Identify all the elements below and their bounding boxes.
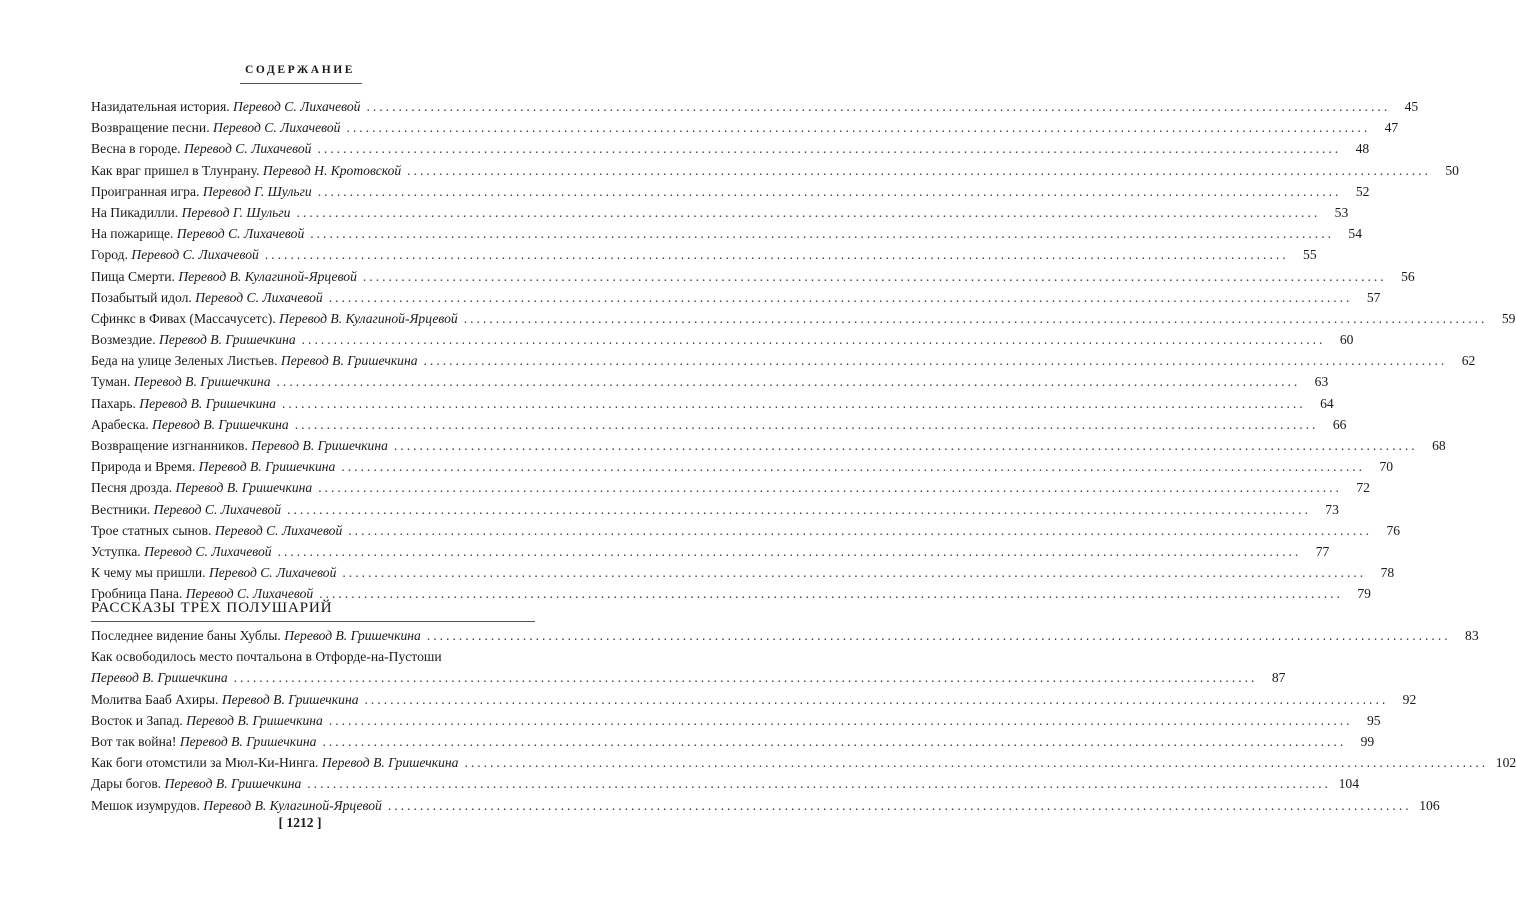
toc-entry-translator: Перевод С. Лихачевой: [176, 226, 305, 242]
toc-entry-page: 56: [1401, 268, 1415, 284]
toc-entry[interactable]: [91, 752, 1516, 773]
toc-entry-title: На Пикадилли. Перевод Г. Шульги: [91, 204, 291, 220]
toc-entry-page: 102: [1495, 755, 1516, 771]
dot-leader: ................................................................................................................................................................: [346, 120, 1371, 136]
section-rule: [91, 621, 535, 622]
dot-leader: ................................................................................................................................................................: [310, 226, 1334, 242]
toc-entry-translator: Перевод В. Гришечкина: [139, 395, 276, 411]
toc-entry-page: 57: [1366, 289, 1381, 305]
toc-entry-title: Возвращение изгнанников. Перевод В. Гришечкина: [91, 438, 388, 453]
toc-entry-translator: Перевод С. Лихачевой: [153, 501, 282, 517]
toc-entry[interactable]: [91, 520, 1401, 541]
toc-entry[interactable]: [91, 371, 1329, 392]
toc-entry-page: 76: [1386, 522, 1401, 538]
dot-leader: ................................................................................................................................................................: [387, 797, 1412, 813]
toc-entry-title: Как враг пришел в Тлунрану. Перевод Н. Кротовской: [91, 162, 402, 178]
toc-entry-page: 64: [1320, 395, 1334, 411]
toc-entry[interactable]: [91, 562, 1395, 583]
toc-entry-title: Позабытый идол. Перевод С. Лихачевой: [91, 289, 323, 305]
dot-leader: ................................................................................................................................................................: [423, 353, 1448, 369]
toc-entry-title: Трое статных сынов. Перевод С. Лихачевой: [91, 522, 343, 538]
toc-entry-page: 78: [1380, 565, 1395, 581]
toc-entry-page: 63: [1314, 374, 1329, 390]
toc-entry-page: 73: [1325, 501, 1339, 517]
toc-entry[interactable]: [91, 731, 1375, 752]
toc-entry[interactable]: [91, 625, 1479, 646]
toc-entry[interactable]: [91, 96, 1419, 117]
dot-leader: ................................................................................................................................................................: [301, 332, 1326, 348]
toc-entry[interactable]: [91, 477, 1370, 498]
dot-leader: ................................................................................................................................................................: [319, 586, 1343, 602]
toc-entry-page: 55: [1303, 247, 1317, 263]
toc-entry[interactable]: [91, 181, 1370, 202]
toc-entry-title: Природа и Время. Перевод В. Гришечкина: [91, 459, 336, 475]
toc-entry-translator: Перевод В. Гришечкина: [221, 691, 359, 707]
toc-entry-title: Песня дрозда. Перевод В. Гришечкина: [91, 480, 313, 496]
dot-leader: ................................................................................................................................................................: [317, 183, 1342, 199]
dot-leader: ................................................................................................................................................................: [264, 247, 1289, 263]
toc-entry-page: 95: [1366, 712, 1381, 728]
dot-leader: ................................................................................................................................................................: [281, 395, 1306, 411]
toc-entry-translator: Перевод С. Лихачевой: [213, 120, 341, 136]
toc-entry-translator: Перевод В. Гришечкина: [179, 733, 317, 749]
toc-entry-title: Проигранная игра. Перевод Г. Шульги: [91, 183, 312, 199]
toc-entry[interactable]: [91, 223, 1362, 244]
toc-entry-title: Последнее видение баны Хублы. Перевод В. Гришечкина: [91, 628, 421, 643]
dot-leader: ................................................................................................................................................................: [366, 99, 1391, 114]
toc-entry-title: К чему мы пришли. Перевод С. Лихачевой: [91, 565, 337, 581]
toc-entry-title: На пожарище. Перевод С. Лихачевой: [91, 226, 305, 242]
toc-entry[interactable]: [91, 266, 1415, 287]
dot-leader: ................................................................................................................................................................: [364, 691, 1389, 707]
toc-entry-title: Беда на улице Зеленых Листьев. Перевод В. Гришечкина: [91, 353, 418, 369]
toc-entry-page: 62: [1461, 353, 1476, 369]
toc-entry-translator: Перевод В. Гришечкина: [280, 353, 418, 369]
dot-leader: ................................................................................................................................................................: [341, 459, 1366, 475]
dot-leader: ................................................................................................................................................................: [348, 522, 1373, 538]
toc-entry-translator: Перевод С. Лихачевой: [131, 247, 259, 263]
toc-entry[interactable]: [91, 329, 1354, 350]
toc-entry-page: 92: [1402, 691, 1417, 707]
toc-entry-translator: Перевод В. Гришечкина: [251, 438, 388, 453]
toc-entry-translator: Перевод В. Гришечкина: [133, 374, 271, 390]
dot-leader: ................................................................................................................................................................: [342, 565, 1367, 581]
dot-leader: ................................................................................................................................................................: [328, 289, 1353, 305]
toc-entry-title: Возмездие. Перевод В. Гришечкина: [91, 332, 296, 348]
toc-entry[interactable]: [91, 138, 1370, 159]
toc-entry[interactable]: [91, 667, 1286, 688]
toc-entry-page: 87: [1271, 670, 1286, 686]
toc-entry-translator: Перевод В. Гришечкина: [186, 712, 323, 728]
toc-entry-translator: Перевод В. Гришечкина: [164, 776, 302, 792]
toc-entry[interactable]: [91, 244, 1317, 265]
toc-entry-translator: Перевод В. Гришечкина: [91, 670, 228, 686]
section-heading: РАССКАЗЫ ТРЕХ ПОЛУШАРИЙ: [91, 599, 333, 616]
toc-entry[interactable]: [91, 202, 1349, 223]
toc-entry-title: [91, 667, 228, 688]
toc-entry-title: Как освободилось место почтальона в Отфорде-на-Пустоши: [91, 649, 442, 665]
toc-entry[interactable]: [91, 350, 1476, 371]
toc-entry-title: Восток и Запад. Перевод В. Гришечкина: [91, 712, 323, 728]
toc-entry-title: Уступка. Перевод С. Лихачевой: [91, 543, 272, 559]
toc-entry-title: Возвращение песни. Перевод С. Лихачевой: [91, 120, 341, 136]
toc-entry[interactable]: [91, 435, 1446, 456]
toc-entry-translator: Перевод В. Гришечкина: [284, 628, 421, 643]
toc-entry[interactable]: [91, 308, 1516, 329]
toc-entry[interactable]: [91, 795, 1440, 816]
toc-entry[interactable]: [91, 456, 1394, 477]
toc-entry-title: Весна в городе. Перевод С. Лихачевой: [91, 141, 312, 157]
toc-entry[interactable]: [91, 773, 1360, 794]
toc-entry[interactable]: [91, 287, 1381, 308]
dot-leader: ................................................................................................................................................................: [277, 543, 1302, 559]
toc-entry-translator: Перевод С. Лихачевой: [208, 565, 337, 581]
toc-entry-page: 53: [1334, 204, 1349, 220]
toc-entry[interactable]: [91, 414, 1347, 435]
dot-leader: ................................................................................................................................................................: [328, 712, 1353, 728]
toc-entry-title: Дары богов. Перевод В. Гришечкина: [91, 776, 302, 792]
dot-leader: ................................................................................................................................................................: [362, 268, 1387, 284]
toc-entry-title: Как боги отомстили за Мюл-Ки-Нинга. Перевод В. Гришечкина: [91, 755, 459, 771]
toc-entry-title: Арабеска. Перевод В. Гришечкина: [91, 416, 289, 432]
dot-leader: ................................................................................................................................................................: [287, 501, 1311, 517]
toc-entry-translator: Перевод С. Лихачевой: [195, 289, 323, 305]
toc-entry-title: Вестники. Перевод С. Лихачевой: [91, 501, 282, 517]
toc-entry-title: Мешок изумрудов. Перевод В. Кулагиной-Ярцевой: [91, 797, 382, 813]
toc-entry-translator: Перевод В. Кулагиной-Ярцевой: [279, 310, 458, 326]
dot-leader: ................................................................................................................................................................: [464, 755, 1489, 771]
toc-entry-translator: Перевод В. Кулагиной-Ярцевой: [203, 797, 382, 813]
dot-leader: ................................................................................................................................................................: [393, 438, 1418, 453]
dot-leader: ................................................................................................................................................................: [407, 162, 1431, 178]
dot-leader: ................................................................................................................................................................: [294, 416, 1319, 432]
toc-entry-page: 70: [1379, 459, 1394, 475]
toc-entry-title: Пища Смерти. Перевод В. Кулагиной-Ярцевой: [91, 268, 357, 284]
toc-entry-title: Туман. Перевод В. Гришечкина: [91, 374, 271, 390]
dot-leader: ................................................................................................................................................................: [307, 776, 1332, 792]
toc-entry-page: 66: [1332, 416, 1347, 432]
toc-entry-page: 68: [1432, 438, 1446, 453]
toc-entry[interactable]: [91, 689, 1417, 710]
toc-entry-translator: Перевод С. Лихачевой: [214, 522, 343, 538]
toc-entry-page: 83: [1465, 628, 1479, 643]
toc-entry[interactable]: [91, 710, 1381, 731]
toc-entry-page: 59: [1501, 310, 1516, 326]
toc-entry-translator: Перевод В. Кулагиной-Ярцевой: [178, 268, 357, 284]
toc-entry-page: 50: [1445, 162, 1459, 178]
toc-entry-translator: Перевод В. Гришечкина: [159, 332, 296, 348]
toc-entry-translator: Перевод Г. Шульги: [202, 183, 312, 199]
toc-entry-translator: Перевод С. Лихачевой: [185, 586, 314, 602]
toc-entry-translator: Перевод В. Гришечкина: [175, 480, 313, 496]
toc-entry-translator: Перевод С. Лихачевой: [233, 99, 361, 114]
dot-leader: ................................................................................................................................................................: [463, 310, 1488, 326]
toc-entry[interactable]: [91, 117, 1399, 138]
toc-entry-page: 60: [1339, 332, 1354, 348]
toc-entry-page: 54: [1348, 226, 1362, 242]
toc-entry-page: 47: [1384, 120, 1399, 136]
running-title: СОДЕРЖАНИЕ: [244, 64, 356, 76]
dot-leader: ................................................................................................................................................................: [317, 141, 1342, 157]
toc-entry[interactable]: [91, 541, 1330, 562]
toc-entry-title: Город. Перевод С. Лихачевой: [91, 247, 259, 263]
toc-entry-page: 52: [1355, 183, 1370, 199]
toc-entry-translator: Перевод С. Лихачевой: [183, 141, 312, 157]
toc-entry-translator: Перевод Н. Кротовской: [262, 162, 402, 178]
dot-leader: ................................................................................................................................................................: [322, 733, 1347, 749]
toc-entry-page: 45: [1404, 99, 1419, 114]
toc-entry-page: 79: [1357, 586, 1371, 602]
toc-entry-page: 77: [1315, 543, 1330, 559]
toc-entry-title: Сфинкс в Фивах (Массачусетс). Перевод В. Кулагиной-Ярцевой: [91, 310, 458, 326]
dot-leader: ................................................................................................................................................................: [276, 374, 1301, 390]
toc-entry-title: Пахарь. Перевод В. Гришечкина: [91, 395, 276, 411]
toc-entry-page: 106: [1419, 797, 1440, 813]
toc-entry-title: Молитва Бааб Ахиры. Перевод В. Гришечкина: [91, 691, 359, 707]
dot-leader: ................................................................................................................................................................: [296, 204, 1321, 220]
toc-entry[interactable]: [91, 393, 1334, 414]
toc-list-part1: [91, 96, 1516, 605]
toc-entry-title: Назидательная история. Перевод С. Лихачевой: [91, 99, 361, 114]
dot-leader: ................................................................................................................................................................: [318, 480, 1342, 496]
page-folio: [ 1212 ]: [278, 815, 322, 830]
toc-entry-page: 72: [1356, 480, 1370, 496]
toc-entry-page: 48: [1355, 141, 1370, 157]
toc-entry-page: 104: [1338, 776, 1360, 792]
toc-entry-translator: Перевод В. Гришечкина: [321, 755, 459, 771]
toc-entry-title: Вот так война! Перевод В. Гришечкина: [91, 733, 317, 749]
toc-entry-page: 99: [1360, 733, 1375, 749]
toc-entry-translator: Перевод В. Гришечкина: [152, 416, 289, 432]
toc-entry[interactable]: [91, 160, 1459, 181]
dot-leader: ................................................................................................................................................................: [233, 670, 1258, 686]
toc-entry-translator: Перевод Г. Шульги: [181, 204, 291, 220]
dot-leader: ................................................................................................................................................................: [426, 628, 1451, 643]
toc-entry-translator: Перевод С. Лихачевой: [144, 543, 272, 559]
toc-entry-translator: Перевод В. Гришечкина: [198, 459, 336, 475]
toc-entry[interactable]: [91, 499, 1339, 520]
header-rule: [240, 83, 362, 84]
toc-entry-title: Гробница Пана. Перевод С. Лихачевой: [91, 586, 314, 602]
toc-list-part2: [91, 625, 1516, 816]
toc-entry[interactable]: [91, 646, 535, 667]
